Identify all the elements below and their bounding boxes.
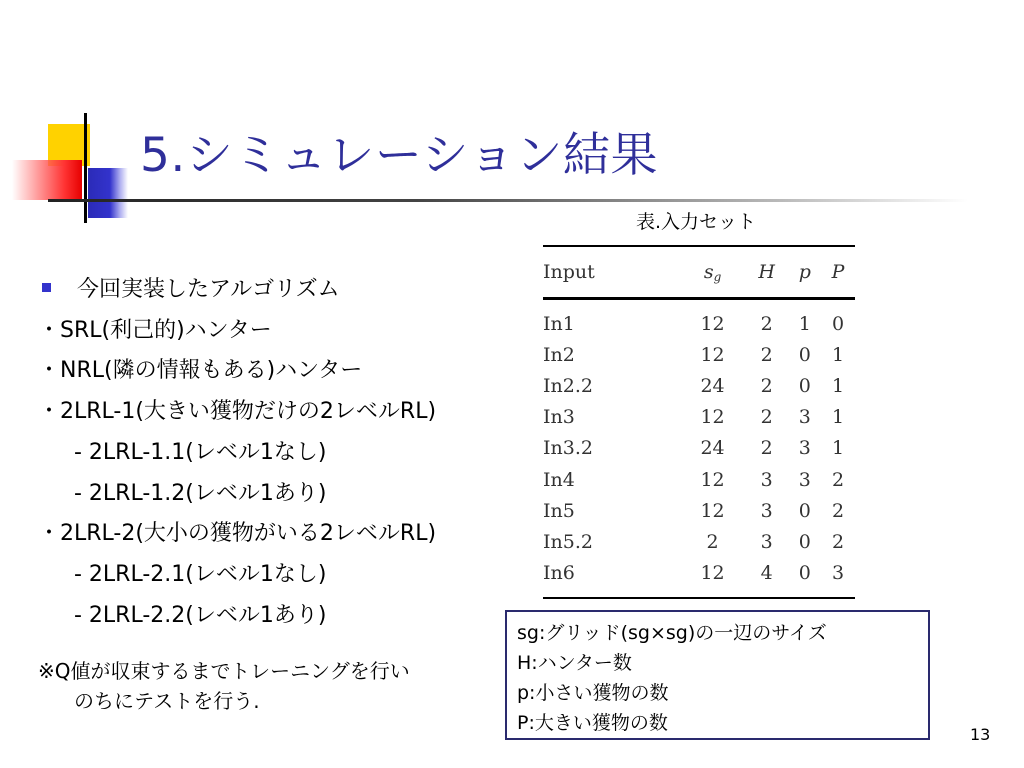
header-H: H xyxy=(758,261,775,283)
cell-H: 4 xyxy=(760,562,773,585)
header-input: Input xyxy=(543,261,595,283)
sub-bullet-item xyxy=(38,555,538,596)
title-underline xyxy=(48,199,968,202)
bullet-text: ・2LRL-2(大小の獲物がいる2レベルRL) xyxy=(38,521,437,547)
red-square-decoration xyxy=(12,160,82,200)
cell-H: 2 xyxy=(760,343,773,366)
cell-sg: 12 xyxy=(700,499,725,522)
sub-bullet-item xyxy=(38,433,538,474)
cell-H: 2 xyxy=(760,437,773,460)
legend-line-p: p:小さい獲物の数 xyxy=(517,682,669,704)
cell-P: 0 xyxy=(831,312,845,335)
cell-sg: 12 xyxy=(700,406,725,429)
cell-sg: 12 xyxy=(700,343,725,366)
bullet-list xyxy=(38,270,538,636)
cell-p: 3 xyxy=(798,406,811,429)
bullet-text: ・SRL(利己的)ハンター xyxy=(38,317,272,343)
cell-sg: 12 xyxy=(700,562,725,585)
table-row xyxy=(543,558,855,598)
cell-input: In1 xyxy=(543,312,575,335)
bullet-text: ・2LRL-1(大きい獲物だけの2レベルRL) xyxy=(38,399,437,425)
table-row xyxy=(543,495,855,526)
vertical-rule xyxy=(84,113,87,223)
cell-p: 0 xyxy=(798,562,811,585)
table-row xyxy=(543,339,855,370)
cell-H: 3 xyxy=(760,468,773,491)
bullet-item xyxy=(38,270,538,311)
cell-p: 0 xyxy=(798,499,811,522)
cell-sg: 24 xyxy=(700,437,725,460)
bullet-text: - 2LRL-2.1(レベル1なし) xyxy=(74,561,327,587)
cell-P: 1 xyxy=(831,437,845,460)
page-number: 13 xyxy=(970,725,991,744)
cell-p: 0 xyxy=(798,343,811,366)
table-row xyxy=(543,526,855,557)
sub-bullet-item xyxy=(38,596,538,637)
table-row xyxy=(543,402,855,433)
note-line: ※Q値が収束するまでトレーニングを行い xyxy=(38,659,410,683)
header-sg xyxy=(680,246,744,299)
bullet-text: 今回実装したアルゴリズム xyxy=(77,277,340,302)
cell-P: 3 xyxy=(831,562,845,585)
cell-H: 2 xyxy=(760,312,773,335)
cell-H: 3 xyxy=(760,499,773,522)
cell-sg: 12 xyxy=(700,312,725,335)
cell-input: In5 xyxy=(543,499,575,522)
square-bullet-icon xyxy=(42,283,51,292)
bullet-text: - 2LRL-1.2(レベル1あり) xyxy=(74,480,327,506)
table-row xyxy=(543,464,855,495)
cell-P: 2 xyxy=(831,468,845,491)
cell-p: 3 xyxy=(798,437,811,460)
bullet-text: ・NRL(隣の情報もある)ハンター xyxy=(38,358,363,384)
bullet-text: - 2LRL-2.2(レベル1あり) xyxy=(74,602,327,628)
cell-p: 0 xyxy=(798,530,811,553)
cell-P: 1 xyxy=(831,406,845,429)
input-set-table xyxy=(543,245,855,599)
cell-H: 2 xyxy=(760,374,773,397)
cell-sg: 12 xyxy=(700,468,725,491)
table-row xyxy=(543,433,855,464)
cell-input: In4 xyxy=(543,468,575,491)
cell-p: 0 xyxy=(798,374,811,397)
cell-p: 3 xyxy=(798,468,811,491)
cell-input: In3.2 xyxy=(543,437,593,460)
bullet-text: - 2LRL-1.1(レベル1なし) xyxy=(74,439,327,465)
header-sg-base: s xyxy=(703,260,714,283)
table-header-row xyxy=(543,246,855,299)
slide-title: 5.シミュレーション結果 xyxy=(140,128,659,183)
cell-p: 1 xyxy=(798,312,811,335)
cell-sg: 2 xyxy=(706,530,719,553)
bullet-item xyxy=(38,392,538,433)
table-row xyxy=(543,299,855,340)
cell-sg: 24 xyxy=(700,374,725,397)
legend-line-sg: sg:グリッド(sg×sg)の一辺のサイズ xyxy=(517,622,827,644)
cell-H: 2 xyxy=(760,406,773,429)
cell-input: In6 xyxy=(543,562,575,585)
note-line: のちにテストを行う. xyxy=(74,689,260,713)
bullet-item xyxy=(38,311,538,352)
cell-input: In5.2 xyxy=(543,530,593,553)
legend-line-H: H:ハンター数 xyxy=(517,652,632,674)
table-caption: 表.入力セット xyxy=(636,211,757,233)
table-row xyxy=(543,370,855,401)
cell-P: 1 xyxy=(831,374,845,397)
cell-H: 3 xyxy=(760,530,773,553)
blue-square-decoration xyxy=(88,168,128,218)
cell-input: In2.2 xyxy=(543,374,593,397)
cell-P: 2 xyxy=(831,499,845,522)
cell-input: In2 xyxy=(543,343,575,366)
cell-input: In3 xyxy=(543,406,575,429)
cell-P: 2 xyxy=(831,530,845,553)
legend-line-P: P:大きい獲物の数 xyxy=(517,712,668,734)
cell-P: 1 xyxy=(831,343,845,366)
legend-box xyxy=(505,610,930,740)
header-P: P xyxy=(831,261,845,283)
sub-bullet-item xyxy=(38,474,538,515)
bullet-item xyxy=(38,514,538,555)
bullet-item xyxy=(38,351,538,392)
header-p: p xyxy=(798,261,811,283)
training-note xyxy=(38,656,410,716)
header-sg-sub: g xyxy=(713,269,722,284)
